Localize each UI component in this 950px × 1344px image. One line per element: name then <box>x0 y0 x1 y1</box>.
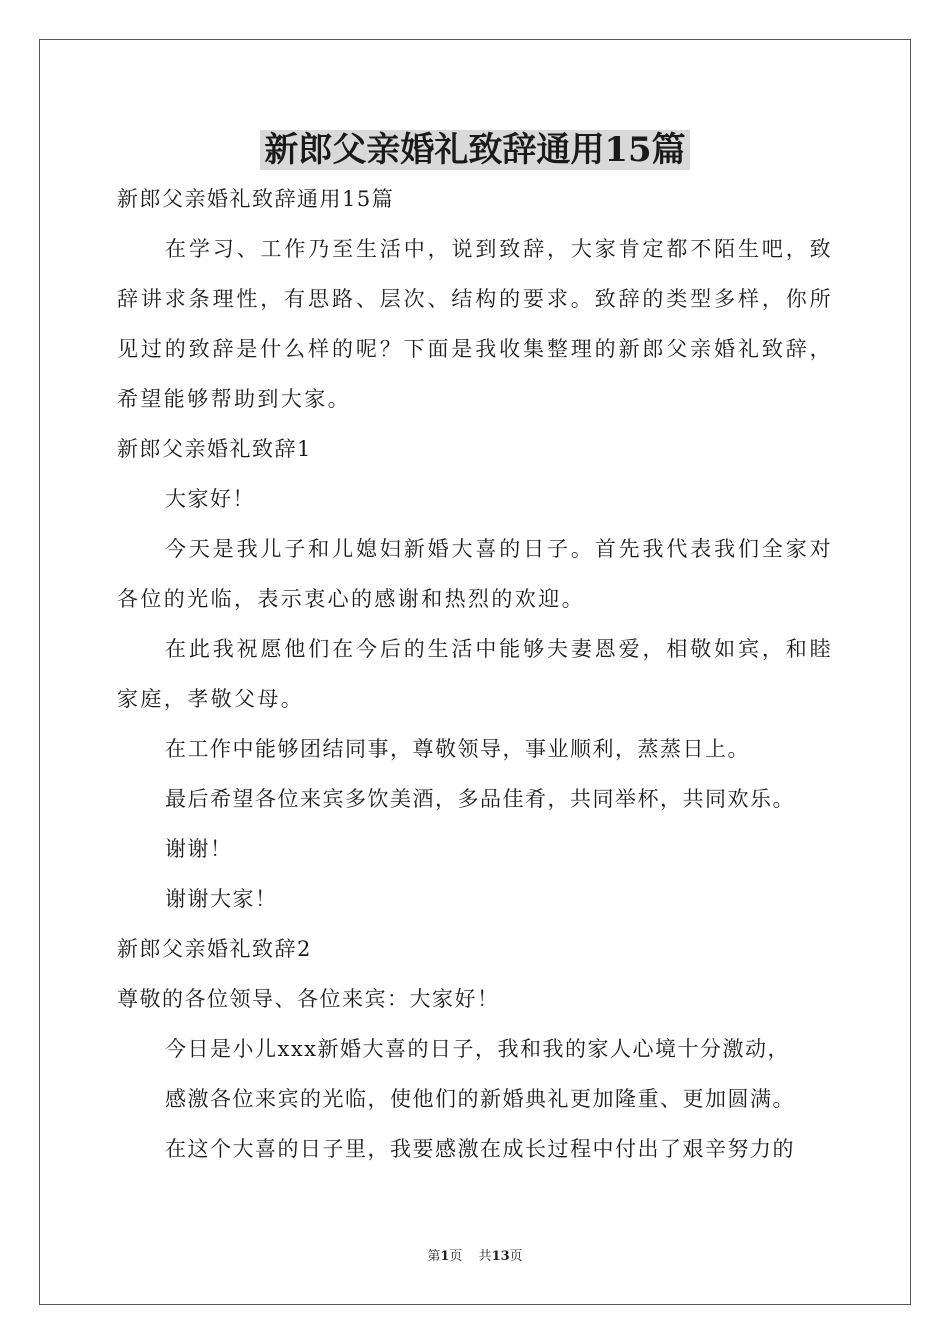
page-label-prefix: 第 <box>427 1249 441 1264</box>
page-number <box>427 1249 462 1264</box>
page-total <box>479 1249 523 1264</box>
paragraph: 在这个大喜的日子里，我要感激在成长过程中付出了艰辛努力的 <box>165 1137 795 1161</box>
paragraph: 尊敬的各位领导、各位来宾：大家好！ <box>117 987 500 1011</box>
paragraph: 新郎父亲婚礼致辞2 <box>117 937 312 961</box>
document-title-text: 新郎父亲婚礼致辞通用15篇 <box>260 130 689 170</box>
paragraph: 在此我祝愿他们在今后的生活中能够夫妻恩爱，相敬如宾，和睦家庭，孝敬父母。 <box>117 637 833 711</box>
paragraph: 最后希望各位来宾多饮美酒，多品佳肴，共同举杯，共同欢乐。 <box>165 787 795 811</box>
paragraph: 今天是我儿子和儿媳妇新婚大喜的日子。首先我代表我们全家对各位的光临，表示衷心的感谢和热烈的欢迎。 <box>117 537 833 611</box>
paragraph: 在学习、工作乃至生活中，说到致辞，大家肯定都不陌生吧，致辞讲求条理性，有思路、层次、结构的要求。致辞的类型多样，你所见过的致辞是什么样的呢？下面是我收集整理的新郎父亲婚礼致辞，希望能够帮助到大家。 <box>117 237 833 411</box>
paragraph: 新郎父亲婚礼致辞通用15篇 <box>117 187 395 211</box>
paragraph: 感激各位来宾的光临，使他们的新婚典礼更加隆重、更加圆满。 <box>165 1087 795 1111</box>
paragraph: 谢谢大家！ <box>165 887 278 911</box>
page-label-suffix: 页 <box>449 1249 463 1264</box>
paragraph: 谢谢！ <box>165 837 233 861</box>
page-footer <box>0 1247 950 1267</box>
page-current: 1 <box>440 1249 450 1264</box>
paragraph: 大家好！ <box>165 487 255 511</box>
paragraph: 今日是小儿xxx新婚大喜的日子，我和我的家人心境十分激动， <box>165 1037 791 1061</box>
paragraph: 在工作中能够团结同事，尊敬领导，事业顺利，蒸蒸日上。 <box>165 737 750 761</box>
total-suffix: 页 <box>509 1249 523 1264</box>
document-body <box>117 174 833 1174</box>
total-count: 13 <box>491 1249 510 1264</box>
total-prefix: 共 <box>478 1249 492 1264</box>
paragraph: 新郎父亲婚礼致辞1 <box>117 437 312 461</box>
document-title <box>0 124 950 176</box>
